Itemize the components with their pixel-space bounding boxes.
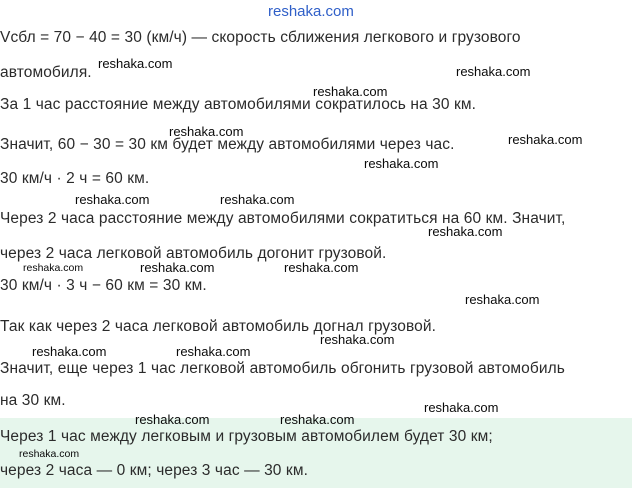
line-closing-speed: Vсбл = 70 − 40 = 30 (км/ч) — скорость сближения легкового и грузового (0, 29, 521, 46)
line-car-word: автомобиля. (0, 64, 92, 81)
watermark: reshaka.com (140, 260, 215, 275)
line-since-caught: Так как через 2 часа легковой автомобиль догнал грузовой. (0, 318, 437, 335)
watermark: reshaka.com (364, 156, 439, 171)
watermark: reshaka.com (23, 262, 84, 274)
answer-line-1: Через 1 час между легковым и грузовым автомобилем будет 30 км; (0, 428, 493, 445)
watermark: reshaka.com (456, 64, 531, 79)
answer-line-2: через 2 часа — 0 км; через 3 час — 30 км. (0, 462, 308, 479)
line-catch-up: через 2 часа легковой автомобиль догонит грузовой. (0, 245, 387, 262)
line-calc-two-hours: 30 км/ч · 2 ч = 60 км. (0, 170, 150, 187)
watermark: reshaka.com (320, 332, 395, 347)
watermark: reshaka.com (424, 400, 499, 415)
watermark: reshaka.com (220, 192, 295, 207)
watermark: reshaka.com (313, 84, 388, 99)
line-calc-three-hours: 30 км/ч · 3 ч − 60 км = 30 км. (0, 277, 207, 294)
watermark: reshaka.com (32, 344, 107, 359)
line-overtake: Значит, еще через 1 час легковой автомобиль обгонить грузовой автомобиль (0, 360, 565, 377)
line-overtake-distance: на 30 км. (0, 392, 66, 409)
watermark: reshaka.com (284, 260, 359, 275)
watermark: reshaka.com (280, 412, 355, 427)
watermark-top: reshaka.com (268, 3, 354, 20)
line-distance-after-hour: Значит, 60 − 30 = 30 км будет между автомобилями через час. (0, 136, 455, 153)
watermark: reshaka.com (465, 292, 540, 307)
line-two-hours-reduce: Через 2 часа расстояние между автомобилями сократиться на 60 км. Значит, (0, 210, 566, 227)
watermark: reshaka.com (98, 56, 173, 71)
watermark: reshaka.com (135, 412, 210, 427)
watermark: reshaka.com (428, 224, 503, 239)
watermark: reshaka.com (19, 448, 80, 460)
watermark: reshaka.com (75, 192, 150, 207)
watermark: reshaka.com (169, 124, 244, 139)
line-first-hour: За 1 час расстояние между автомобилями сократилось на 30 км. (0, 96, 477, 113)
watermark: reshaka.com (176, 344, 251, 359)
watermark: reshaka.com (508, 132, 583, 147)
